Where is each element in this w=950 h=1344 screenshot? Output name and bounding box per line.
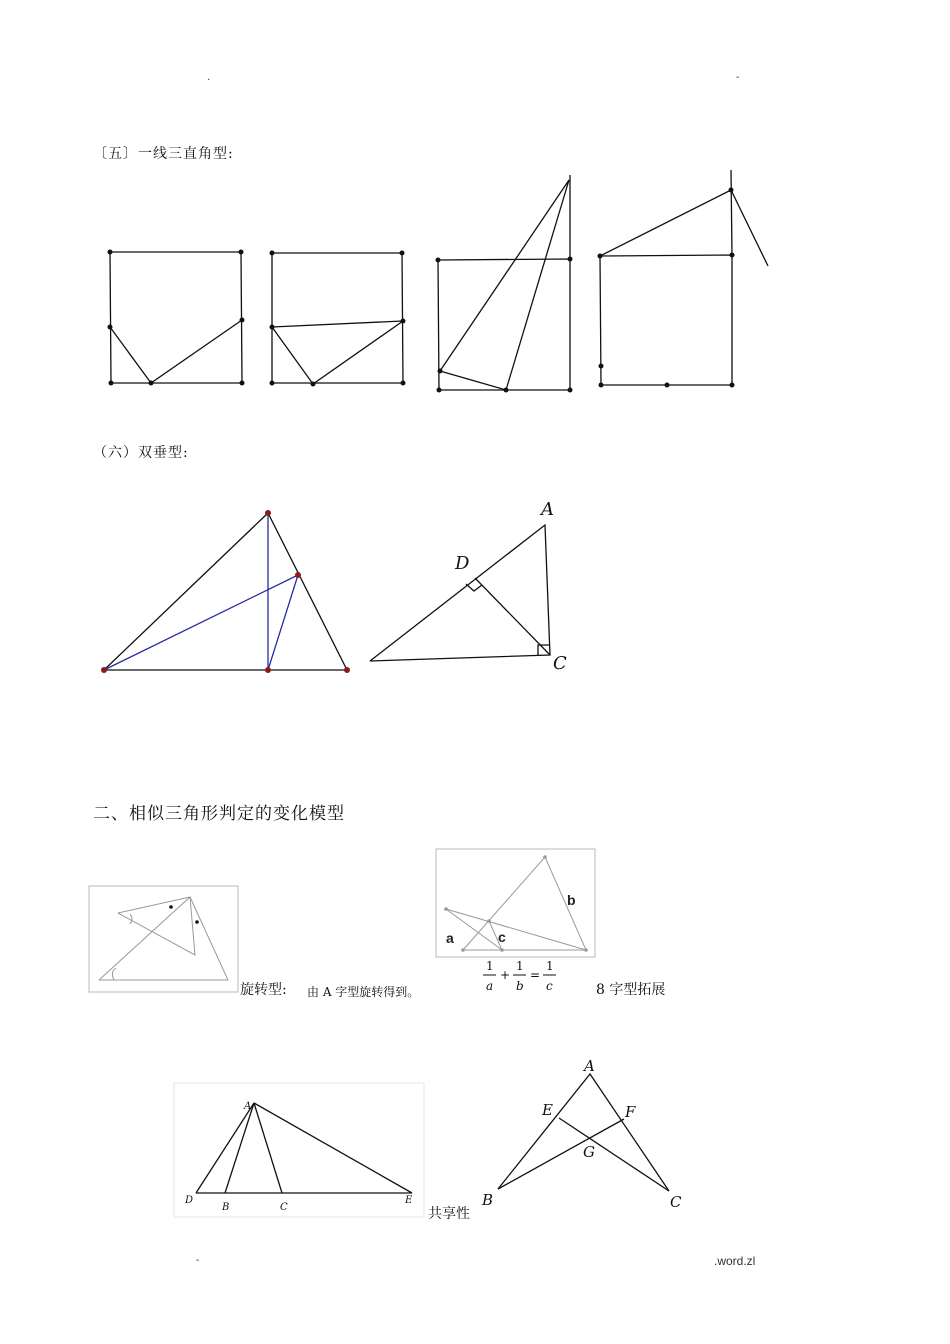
part2-title: 二、相似三角形判定的变化模型 [93,804,345,824]
label-c: c [498,929,506,945]
label-C: C [280,1202,288,1213]
label-D: D [455,553,470,574]
label-E: E [405,1195,413,1206]
label-b: b [567,892,576,908]
label-C: C [553,653,567,674]
header-left-mark: . [207,72,211,83]
svg-text:+: + [500,968,511,982]
label-F: F [625,1103,636,1121]
label-C: C [670,1193,682,1211]
label-B: B [482,1191,494,1209]
label-B: B [222,1202,230,1213]
svg-text:a: a [486,979,494,993]
label-D: D [185,1195,194,1206]
section5-title: 〔五〕一线三直角型: [93,146,234,162]
label-A: A [541,499,554,520]
label-A: A [584,1057,595,1075]
svg-text:1: 1 [516,959,524,973]
svg-text:c: c [546,979,553,993]
svg-text:b: b [516,979,524,993]
label-a: a [446,930,454,946]
svg-text:1: 1 [546,959,554,973]
svg-text:=: = [530,968,541,982]
label-A: A [244,1101,252,1112]
rotation-label: 旋转型: [240,982,287,998]
footer-right-text: .word.zl [714,1254,756,1268]
section6-title: （六）双垂型: [93,445,189,461]
header-right-mark: - [736,72,740,83]
label-E: E [542,1101,553,1119]
eight-extension-label: 8 字型拓展 [596,982,666,998]
shared-label: 共享性 [428,1206,470,1222]
rotation-desc: 由 A 字型旋转得到。 [307,985,420,999]
footer-left-mark: - [196,1255,200,1266]
svg-text:1: 1 [486,959,494,973]
label-G: G [583,1143,595,1161]
